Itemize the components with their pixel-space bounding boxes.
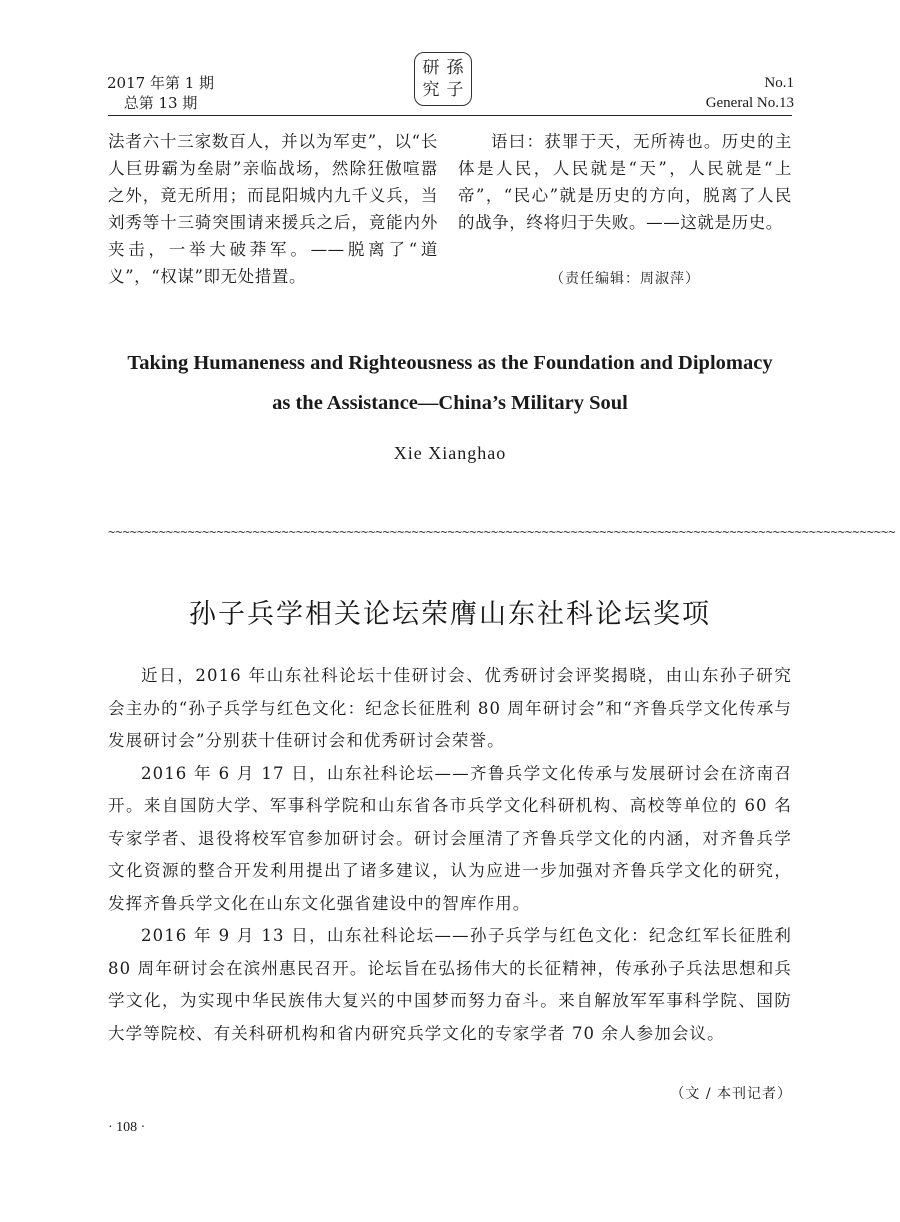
logo-char: 孫 (446, 57, 464, 78)
continuation-left-column (108, 128, 438, 290)
continuation-left-text: 法者六十三家数百人，并以为军吏”，以“长人巨毋霸为垒尉”亲临战场，然除狂傲喧嚣之外，竟无所用；而昆阳城内九千义兵，当刘秀等十三骑突围请来援兵之后，竟能内外夹击，一举大破莽军。——脱离了“道义”，“权谋”即无处措置。 (108, 132, 438, 286)
logo-char: 子 (446, 79, 464, 100)
issue-total: 总第 13 期 (123, 94, 198, 112)
logo-char: 究 (422, 79, 440, 100)
wavy-separator: ~~~~~~~~~~~~~~~~~~~~~~~~~~~~~~~~~~~~~~~~~~~~~~~~~~~~~~~~~~~~~~~~~~~~~~~~~~~~~~~~~~~~~~~~~~~~~~~~~~~~~~~~~~~~~ (108, 525, 896, 539)
news-paragraph: 2016 年 6 月 17 日，山东社科论坛——齐鲁兵学文化传承与发展研讨会在济南召开。来自国防大学、军事科学院和山东省各市兵学文化科研机构、高校等单位的 60 名专家学者、退役将校军官参加研讨会。研讨会厘清了齐鲁兵学文化的内涵，对齐鲁兵学文化资源的整合开发利用提出了诸多建议，认为应进一步加强对齐鲁兵学文化的研究，发挥齐鲁兵学文化在山东文化强省建设中的智库作用。 (108, 763, 792, 913)
news-byline: （文 / 本刊记者） (670, 1086, 792, 1102)
news-body (108, 660, 792, 1050)
general-no: General No.13 (705, 95, 794, 111)
english-author: Xie Xianghao (393, 443, 507, 463)
issue-info (107, 73, 214, 113)
news-paragraph: 2016 年 9 月 13 日，山东社科论坛——孙子兵学与红色文化：纪念红军长征胜利 80 周年研讨会在滨州惠民召开。论坛旨在弘扬伟大的长征精神，传承孙子兵法思想和兵学文化，为实现中华民族伟大复兴的中国梦而努力奋斗。来自解放军军事科学院、国防大学等院校、有关科研机构和省内研究兵学文化的专家学者 70 余人参加会议。 (108, 926, 792, 1043)
journal-logo (414, 52, 472, 106)
continuation-right-column (458, 128, 792, 236)
page-number: · 108 · (108, 1120, 146, 1135)
news-paragraph: 近日，2016 年山东社科论坛十佳研讨会、优秀研讨会评奖揭晓，由山东孙子研究会主办的“孙子兵学与红色文化：纪念长征胜利 80 周年研讨会”和“齐鲁兵学文化传承与发展研讨会”分别获十佳研讨会和优秀研讨会荣誉。 (108, 666, 792, 750)
issue-number-en (706, 73, 794, 113)
header-rule (108, 115, 792, 116)
news-title: 孙子兵学相关论坛荣膺山东社科论坛奖项 (189, 599, 711, 630)
issue-year: 2017 年第 1 期 (107, 74, 215, 92)
editor-credit: （责任编辑：周淑萍） (550, 271, 700, 287)
logo-char: 研 (422, 57, 440, 78)
english-title-line1: Taking Humaneness and Righteousness as the Foundation and Diplomacy (127, 352, 773, 374)
continuation-right-text: 语曰：获罪于天，无所祷也。历史的主体是人民，人民就是“天”，人民就是“上帝”，“民心”就是历史的方向，脱离了人民的战争，终将归于失败。——这就是历史。 (458, 132, 792, 232)
english-title-line2: as the Assistance—China’s Military Soul (272, 392, 628, 414)
issue-no: No.1 (764, 75, 794, 91)
